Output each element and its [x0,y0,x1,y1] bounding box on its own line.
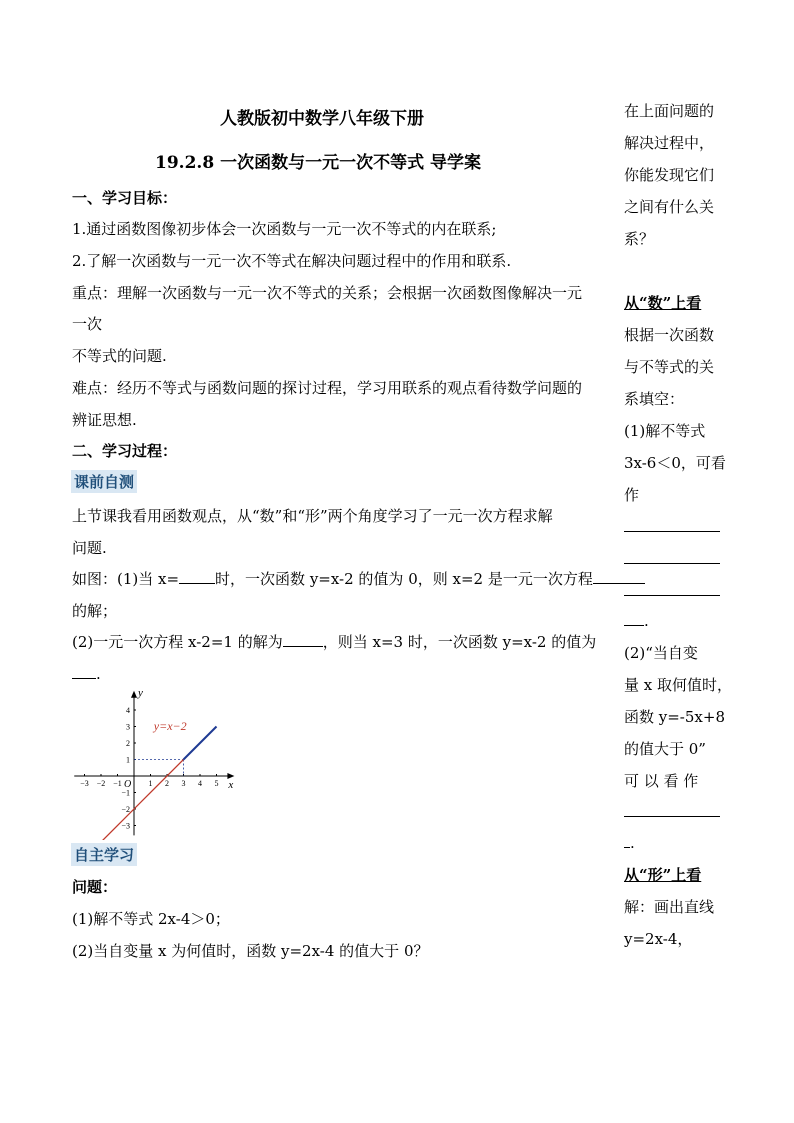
x-tick-label: −3 [80,779,89,788]
question-2-part-a: (2)一元一次方程 x-2=1 的解为 [72,633,283,651]
sidebar-line: 与不等式的关 [624,358,715,376]
difficulty-line-2: 辨证思想. [72,411,137,429]
sidebar-line: 作 [624,486,640,504]
sidebar-line: 的值大于 0” [624,740,706,758]
x-tick-label: −1 [113,779,122,788]
answer-blank-1[interactable] [179,568,215,584]
sidebar-heading-shape: 从“形”上看 [624,866,702,884]
sidebar-answer-blank[interactable] [624,610,644,626]
question-1-part-a: 如图：(1)当 x= [72,570,180,588]
x-tick-label: 5 [214,779,219,788]
sidebar-line: 解：画出直线 [624,898,715,916]
sidebar-answer-end [624,610,649,630]
y-tick-label: −1 [121,788,130,798]
sidebar-line: 根据一次函数 [624,326,715,344]
answer-blank-2[interactable] [593,568,645,584]
question-2-period: . [96,665,101,683]
goal-2: 2.了解一次函数与一元一次不等式在解决问题过程中的作用和联系. [72,252,512,270]
problem-1: (1)解不等式 2x-4＞0； [72,910,230,928]
x-tick-label: 4 [198,779,202,788]
sidebar-line: 函数 y=-5x+8 [624,708,725,726]
question-2-part-b: ，则当 x=3 时，一次函数 y=x-2 的值为 [322,633,597,651]
x-tick-label: −2 [96,779,106,788]
goal-1: 1.通过函数图像初步体会一次函数与一元一次不等式的内在联系; [72,220,497,238]
origin-label: O [124,779,132,790]
pre-test-line-2: 问题. [72,539,107,557]
sidebar-line: 系填空： [624,390,685,408]
sidebar-line: 可 以 看 作 [624,772,699,790]
section-heading-process: 二、学习过程： [72,442,178,460]
sidebar-answer-blank[interactable] [624,531,720,532]
function-line-lower [101,760,184,841]
sidebar-line: 在上面问题的 [624,102,715,120]
difficulty-line-1: 难点：经历不等式与函数问题的探讨过程，学习用联系的观点看待数学问题的 [72,379,583,397]
key-point-line-1: 重点：理解一次函数与一元一次不等式的关系；会根据一次函数图像解决一元 [72,284,583,302]
answer-blank-3[interactable] [283,631,323,647]
y-tick-label: 4 [126,706,130,715]
sidebar-line: 系？ [624,230,655,248]
sidebar-line: 之间有什么关 [624,198,715,216]
sidebar-line: 3x-6＜0，可看 [624,454,726,472]
y-axis-label: y [138,690,143,699]
x-tick-label: 2 [165,779,169,788]
question-1-part-b: 时，一次函数 y=x-2 的值为 0，则 x=2 是一元一次方程 [215,570,593,588]
answer-blank-4[interactable] [72,663,96,679]
question-1-end: 的解； [72,602,118,620]
doc-title: 人教版初中数学八年级下册 [220,109,424,129]
y-axis-arrow [131,691,137,698]
pre-test-header: 课前自测 [71,470,137,493]
sidebar-answer-blank[interactable] [624,563,720,564]
problem-2: (2)当自变量 x 为何值时，函数 y=2x-4 的值大于 0？ [72,942,429,960]
x-axis-label: x [228,779,234,791]
sidebar-line: (1)解不等式 [624,422,706,440]
sidebar-line: y=2x-4， [624,930,693,948]
sidebar-line: 解决过程中， [624,134,715,152]
question-2-end [72,663,101,683]
x-tick-label: 1 [148,779,153,788]
sidebar-heading-number: 从“数”上看 [624,294,702,312]
pre-test-line-1: 上节课我看用函数观点，从“数”和“形”两个角度学习了一元一次方程求解 [72,507,553,525]
sidebar-period: . [644,612,649,630]
function-label: y=x−2 [153,718,187,733]
question-2 [72,631,596,652]
x-tick-label: 3 [181,779,186,788]
key-point-line-3: 不等式的问题. [72,347,167,365]
question-1 [72,568,645,589]
sidebar-answer-blank[interactable] [624,816,720,817]
doc-subtitle: 19.2.8 一次函数与一元一次不等式 导学案 [155,153,481,173]
function-graph [66,690,246,840]
y-tick-label: 2 [126,739,130,748]
sidebar-line: 你能发现它们 [624,166,715,184]
self-study-header: 自主学习 [71,843,137,866]
y-tick-label: 3 [126,722,130,732]
sidebar-period: . [630,834,635,852]
sidebar-answer-blank[interactable] [624,595,720,596]
y-tick-label: −3 [121,821,130,831]
section-heading-goals: 一、学习目标： [72,189,178,207]
sidebar-answer-end [624,832,635,852]
sidebar-line: (2)“当自变 [624,644,698,662]
y-tick-label: 1 [126,755,130,765]
key-point-line-2: 一次 [72,315,103,333]
sidebar-line: 量 x 取何值时， [624,676,732,694]
problem-label: 问题： [72,878,118,896]
function-line-upper [184,727,217,760]
y-tick-label: −2 [121,805,130,814]
